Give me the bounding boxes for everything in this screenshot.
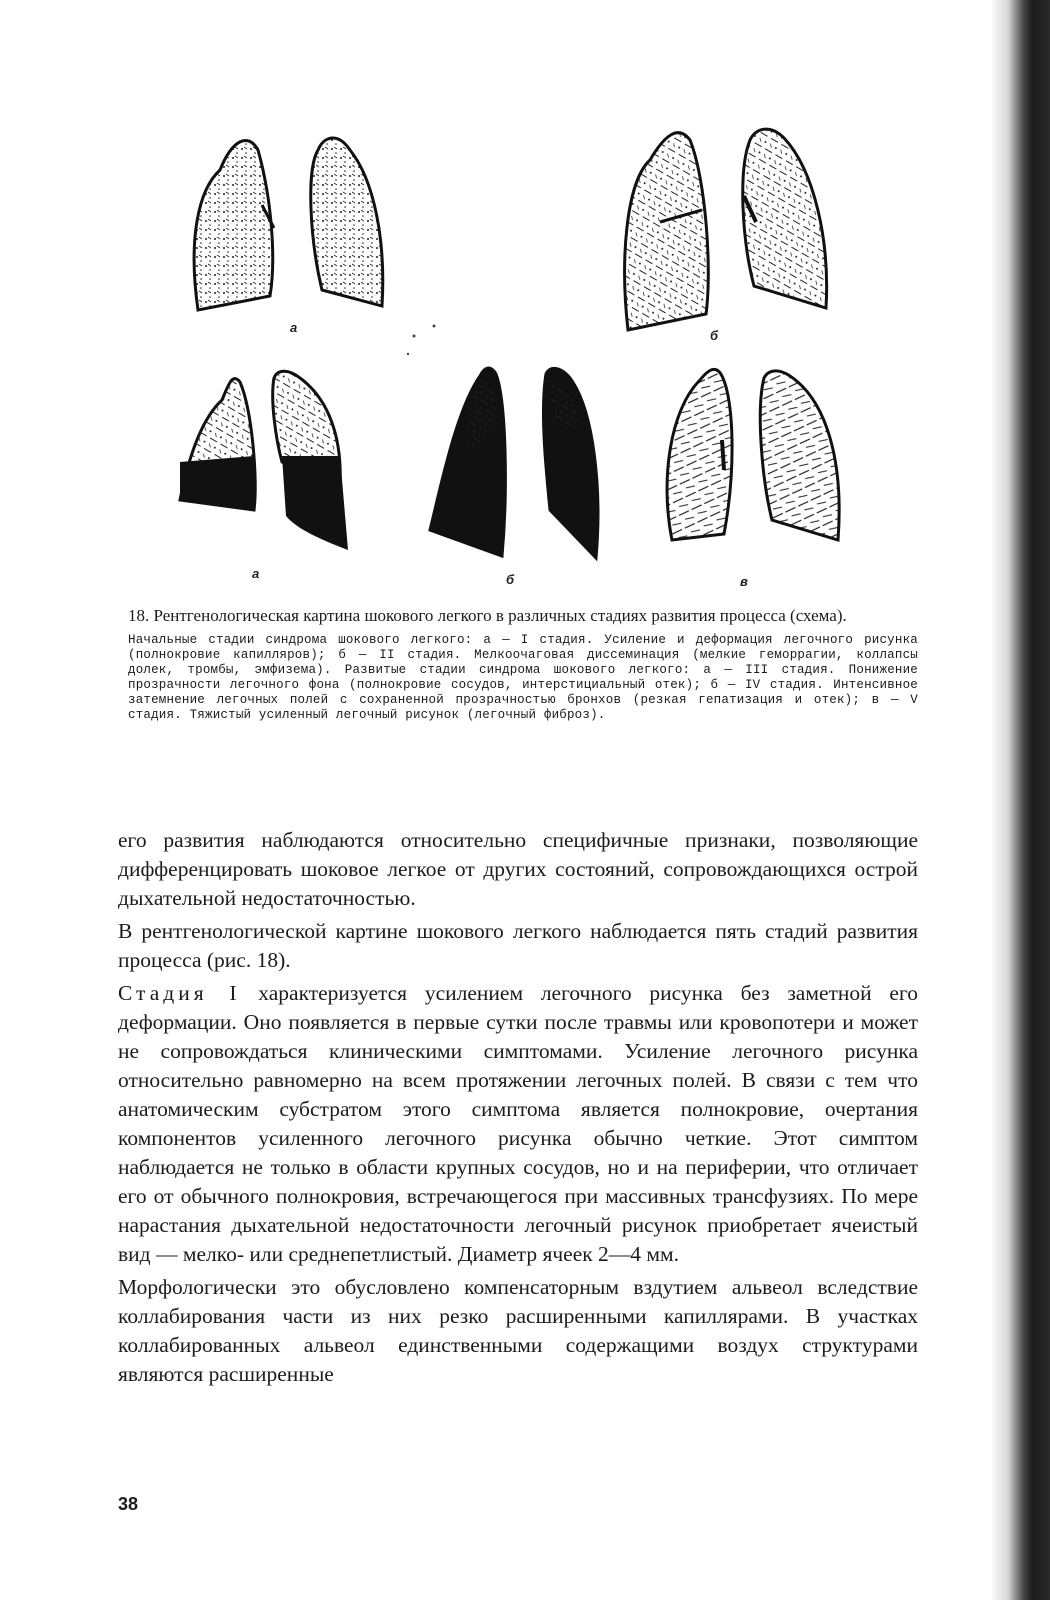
page-number: 38 — [118, 1494, 139, 1514]
figure-label-bottom-a: а — [252, 566, 260, 581]
page-binding-shadow — [990, 0, 1050, 1600]
lung-pair-top-a — [194, 138, 383, 310]
figure-label-top-b: б — [710, 328, 719, 343]
paragraph-3 — [118, 979, 918, 1269]
figure-specks — [407, 325, 436, 356]
figure-18-lung-diagrams — [150, 110, 870, 600]
figure-caption — [128, 606, 918, 723]
lung-pair-bottom-b — [430, 368, 598, 558]
lung-pair-bottom-a — [180, 371, 348, 550]
paragraph-3-text: характеризуется усилением легочного рисунка без заметной его деформации. Оно появляется в первые сутки после травмы или кровопотери и может не сопровождаться клиническими симптомами. Усиление легочного рисунка относительно равномерно на всем протяжении легочных полей. В связи с тем что анатомическим субстратом этого симптома является полнокровие, очертания компонентов усиленного легочного рисунка обычно четкие. Этот симптом наблюдается не только в области крупных сосудов, но и на периферии, что отличает его от обычного полнокровия, встречающегося при массивных трансфузиях. По мере нарастания дыхательной недостаточности легочный рисунок приобретает ячеистый вид — мелко- или среднепетлистый. Диаметр ячеек 2—4 мм. — [118, 981, 918, 1266]
lung-schematics-illustration — [150, 110, 870, 600]
figure-label-bottom-c: в — [740, 574, 748, 589]
figure-label-top-a: а — [290, 320, 298, 335]
stage-i-lead: Стадия I — [118, 981, 241, 1005]
lung-pair-top-b — [625, 129, 827, 330]
figure-label-bottom-b: б — [506, 572, 515, 587]
caption-body: Начальные стадии синдрома шокового легкого: а — I стадия. Усиление и деформация легочного рисунка (полнокровие капилляров); б — II стадия. Мелкоочаговая диссеминация (мелкие геморрагии, коллапсы долек, тромбы, эмфизема). Развитые стадии синдрома шокового легкого: а — III стадия. Понижение прозрачности легочного фона (полнокровие сосудов, интерстициальный отек); б — IV стадия. Интенсивное затемнение легочных полей с сохраненной прозрачностью бронхов (резкая гепатизация и отек); в — V стадия. Тяжистый усиленный легочный рисунок (легочный фиброз). — [128, 633, 918, 722]
main-text — [118, 826, 918, 1389]
paragraph-2: В рентгенологической картине шокового легкого наблюдается пять стадий развития процесса (рис. 18). — [118, 919, 918, 972]
caption-title: 18. Рентгенологическая картина шокового легкого в различных стадиях развития процесса (схема). — [128, 606, 847, 625]
paragraph-1: его развития наблюдаются относительно специфичные признаки, позволяющие дифференцировать шоковое легкое от других состояний, сопровождающихся острой дыхательной недостаточностью. — [118, 828, 918, 910]
lung-pair-bottom-c — [667, 369, 839, 540]
paragraph-4: Морфологически это обусловлено компенсаторным вздутием альвеол вследствие коллабирования части из них резко расширенными капиллярами. В участках коллабированных альвеол единственными содержащими воздух структурами являются расширенные — [118, 1275, 918, 1386]
